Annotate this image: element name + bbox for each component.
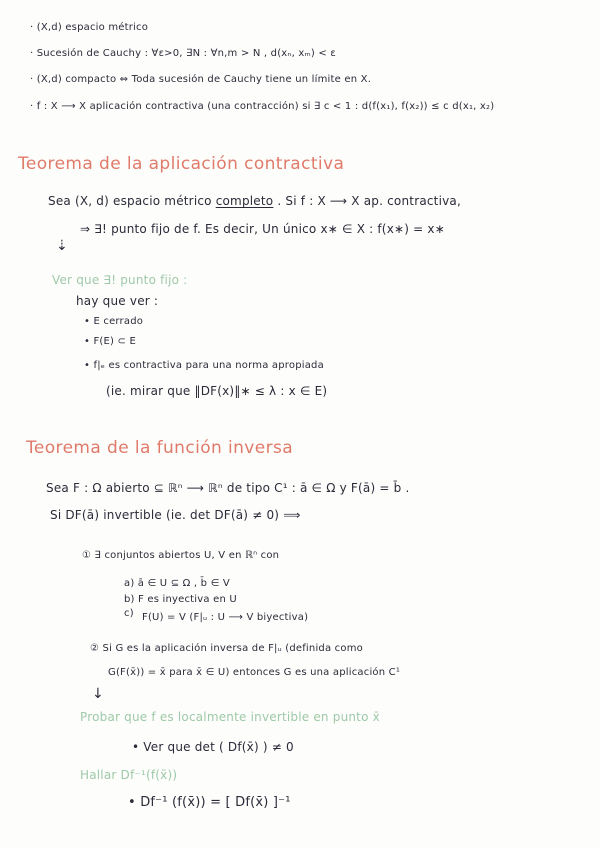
down-arrow-icon: ↓ (92, 686, 104, 702)
check-determinant: • Ver que det ( Df(x̄) ) ≠ 0 (132, 740, 294, 754)
statement-completo: completo (215, 194, 274, 208)
green-note-fixed-point: Ver que ∃! punto fijo : (52, 273, 188, 287)
heading-inverse-function-theorem: Teorema de la función inversa (26, 438, 294, 458)
point-two: ② Si G es la aplicación inversa de F|ᵤ (definida como (90, 643, 363, 654)
dotted-arrow-icon: ⇣ (56, 238, 68, 254)
green-note-prove-invertible: Probar que f es localmente invertible en punto x̄ (80, 710, 380, 724)
heading-contractive-theorem: Teorema de la aplicación contractiva (18, 154, 345, 174)
item-contractive-norm: • f|ₑ es contractiva para una norma apropiada (84, 360, 324, 371)
inverse-statement-2: Si DF(ā) invertible (ie. det DF(ā) ≠ 0) ⟹ (50, 508, 301, 522)
statement-rest: . Si f : X ⟶ X ap. contractiva, (277, 194, 461, 208)
bullet-cauchy-sequence: · Sucesión de Cauchy : ∀ε>0, ∃N : ∀n,m > N , d(xₙ, xₘ) < ε (30, 48, 336, 59)
point-one: ① ∃ conjuntos abiertos U, V en ℝⁿ con (82, 550, 280, 561)
item-ie-mirar: (ie. mirar que ‖DF(x)‖∗ ≤ λ : x ∈ E) (106, 384, 328, 398)
statement-line-1 (48, 194, 461, 208)
statement-line-2: ⇒ ∃! punto fijo de f. Es decir, Un único x∗ ∈ X : f(x∗) = x∗ (80, 222, 445, 236)
point-b: b) F es inyectiva en U (124, 594, 237, 605)
bullet-metric-space: · (X,d) espacio métrico (30, 22, 149, 33)
point-c-label: c) (124, 608, 134, 619)
inverse-statement-1: Sea F : Ω abierto ⊆ ℝⁿ ⟶ ℝⁿ de tipo C¹ : ā ∈ Ω y F(ā) = b̄ . (46, 481, 410, 495)
statement-sea: Sea (X, d) espacio métrico (48, 194, 212, 208)
inverse-derivative-formula: • Df⁻¹ (f(x̄)) = [ Df(x̄) ]⁻¹ (128, 795, 291, 810)
bullet-contraction: · f : X ⟶ X aplicación contractiva (una contracción) si ∃ c < 1 : d(f(x₁), f(x₂)) ≤ c d(x₁, x₂) (30, 101, 495, 112)
hay-que-ver: hay que ver : (76, 294, 159, 308)
point-c: F(U) = V (F|ᵤ : U ⟶ V biyectiva) (142, 612, 309, 623)
green-note-find-inverse: Hallar Df⁻¹(f(x̄)) (80, 768, 178, 782)
point-two-cont: G(F(x̄)) = x̄ para x̄ ∈ U) entonces G es una aplicación C¹ (108, 667, 401, 678)
item-f-of-e: • F(E) ⊂ E (84, 336, 137, 347)
item-closed: • E cerrado (84, 316, 144, 327)
bullet-compact: · (X,d) compacto ⇔ Toda sucesión de Cauchy tiene un límite en X. (30, 74, 372, 85)
point-a: a) ā ∈ U ⊆ Ω , b̄ ∈ V (124, 578, 230, 589)
